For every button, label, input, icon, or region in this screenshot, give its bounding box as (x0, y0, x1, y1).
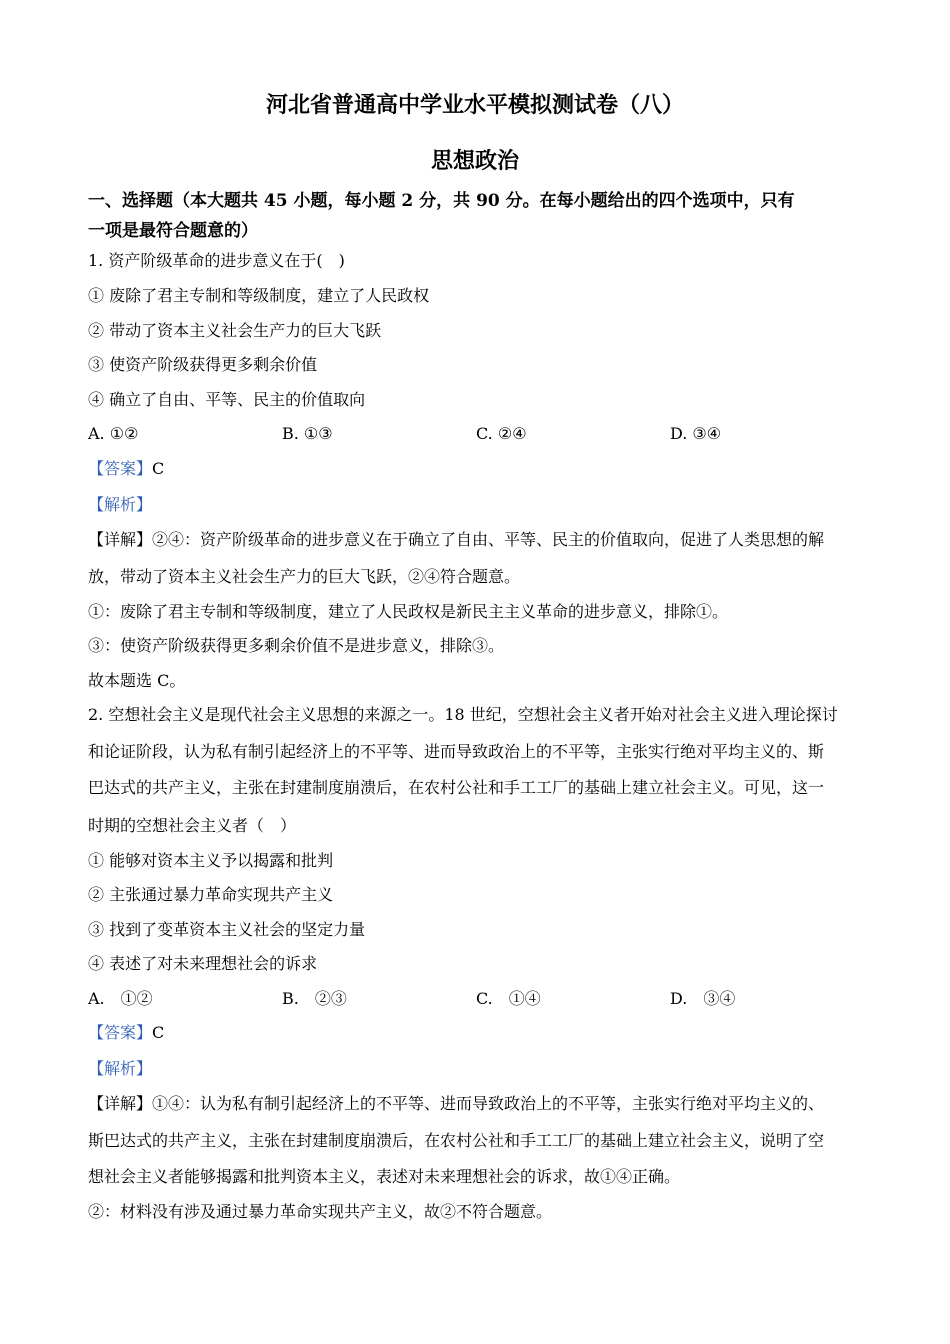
detail-text: ①④：认为私有制引起经济上的不平等、进而导致政治上的不平等，主张实行绝对平均主义的、 (152, 1094, 825, 1113)
q2-detail-3: 想社会主义者能够揭露和批判资本主义，表述对未来理想社会的诉求，故①④正确。 (88, 1167, 681, 1186)
q1-detail-4: ③：使资产阶级获得更多剩余价值不是进步意义，排除③。 (88, 636, 505, 655)
q2-stem-2: 和论证阶段，认为私有制引起经济上的不平等、进而导致政治上的不平等，主张实行绝对平均主义的、斯 (88, 742, 825, 761)
detail-tag: 【详解】 (88, 1094, 153, 1113)
q1-stem: 1. 资产阶级革命的进步意义在于( ) (88, 251, 345, 270)
q1-detail-3: ①：废除了君主专制和等级制度，建立了人民政权是新民主主义革命的进步意义，排除①。 (88, 602, 729, 621)
q2-option-b: B. ②③ (282, 989, 347, 1008)
q1-detail-5: 故本题选 C。 (88, 671, 186, 690)
q2-item-4: ④ 表述了对未来理想社会的诉求 (88, 954, 318, 973)
q1-answer (88, 458, 164, 480)
answer-tag: 【答案】 (88, 1023, 153, 1042)
q1-option-d: D. ③④ (670, 424, 722, 443)
detail-text: ②④：资产阶级革命的进步意义在于确立了自由、平等、民主的价值取向，促进了人类思想的解 (152, 530, 825, 549)
q1-item-2: ② 带动了资本主义社会生产力的巨大飞跃 (88, 321, 382, 340)
q1-option-c: C. ②④ (476, 424, 527, 443)
q2-detail-1 (88, 1093, 824, 1115)
detail-tag: 【详解】 (88, 530, 153, 549)
q2-item-1: ① 能够对资本主义予以揭露和批判 (88, 851, 334, 870)
q2-detail-2: 斯巴达式的共产主义，主张在封建制度崩溃后，在农村公社和手工工厂的基础上建立社会主义，说明了空 (88, 1131, 825, 1150)
section-heading-line2: 一项是最符合题意的） (88, 221, 258, 241)
q1-detail-1 (88, 529, 824, 551)
q1-item-3: ③ 使资产阶级获得更多剩余价值 (88, 355, 318, 374)
q1-analysis-tag: 【解析】 (88, 495, 153, 514)
q2-answer (88, 1022, 164, 1044)
q2-stem-1: 2. 空想社会主义是现代社会主义思想的来源之一。18 世纪，空想社会主义者开始对社会主义进入理论探讨 (88, 705, 838, 724)
q2-stem-4: 时期的空想社会主义者（ ） (88, 816, 297, 835)
q2-detail-4: ②：材料没有涉及通过暴力革命实现共产主义，故②不符合题意。 (88, 1202, 553, 1221)
q1-item-1: ① 废除了君主专制和等级制度，建立了人民政权 (88, 286, 430, 305)
q2-stem-3: 巴达式的共产主义，主张在封建制度崩溃后，在农村公社和手工工厂的基础上建立社会主义。可见，这一 (88, 778, 825, 797)
answer-value: C (152, 1023, 165, 1042)
answer-tag: 【答案】 (88, 459, 153, 478)
q2-option-d: D. ③④ (670, 989, 736, 1008)
section-heading-line1: 一、选择题（本大题共 45 小题，每小题 2 分，共 90 分。在每小题给出的四个选项中，只有 (88, 191, 795, 211)
q1-detail-2: 放，带动了资本主义社会生产力的巨大飞跃，②④符合题意。 (88, 567, 521, 586)
answer-value: C (152, 459, 165, 478)
q1-option-b: B. ①③ (282, 424, 333, 443)
q1-item-4: ④ 确立了自由、平等、民主的价值取向 (88, 390, 366, 409)
q2-option-a: A. ①② (88, 989, 153, 1008)
q2-option-c: C. ①④ (476, 989, 541, 1008)
exam-title: 河北省普通高中学业水平模拟测试卷（八） (265, 92, 684, 118)
q2-item-2: ② 主张通过暴力革命实现共产主义 (88, 885, 334, 904)
q2-analysis-tag: 【解析】 (88, 1059, 153, 1078)
q2-item-3: ③ 找到了变革资本主义社会的坚定力量 (88, 920, 366, 939)
subject-title: 思想政治 (430, 148, 519, 174)
q1-option-a: A. ①② (88, 424, 139, 443)
